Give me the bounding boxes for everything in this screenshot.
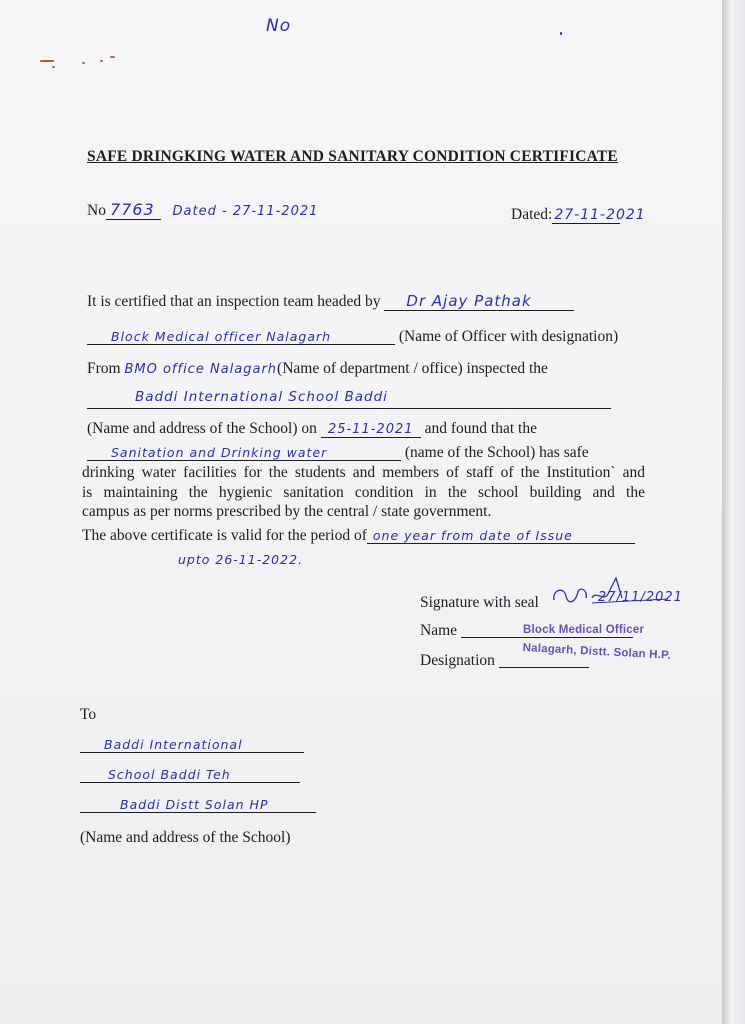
- top-handwritten-mark: No: [266, 16, 292, 36]
- dated-row: [511, 206, 646, 224]
- page-edge: [722, 0, 745, 1024]
- inspection-date: 25-11-2021: [321, 422, 421, 438]
- signature-label: Signature with seal: [420, 594, 539, 611]
- signature-row: [420, 594, 539, 612]
- department-row: [87, 360, 548, 378]
- body-line-drinking: drinking water facilities for the students and members of staff of the Institution` and: [82, 464, 645, 481]
- to-address-line1: Baddi International: [80, 736, 304, 754]
- facility-value: Sanitation and Drinking water: [87, 445, 401, 461]
- to-address-line2: School Baddi Teh: [80, 766, 300, 784]
- officer-row: [87, 328, 618, 346]
- dated-value: 27-11-2021: [554, 207, 646, 223]
- to-label: To: [80, 706, 97, 723]
- validity-prefix: The above certificate is valid for the period of: [82, 527, 367, 544]
- school-suffix-b: and found that the: [424, 420, 537, 437]
- certificate-number: 7763: [106, 200, 161, 220]
- officer-suffix: (Name of Officer with designation): [398, 328, 619, 345]
- dated-label: Dated:: [511, 206, 553, 223]
- to-caption: (Name and address of the School): [80, 829, 291, 846]
- department-suffix: (Name of department / office) inspected the: [277, 360, 548, 377]
- school-row: [87, 388, 611, 409]
- intro-row: [87, 292, 574, 311]
- validity-value: one year from date of Issue: [367, 528, 635, 544]
- school-name: Baddi International School Baddi: [87, 389, 611, 409]
- to-address-line3: Baddi Distt Solan HP: [80, 796, 316, 814]
- ref-number-row: [87, 200, 318, 220]
- validity-row: [82, 527, 635, 545]
- officer-designation: Block Medical officer Nalagarh: [87, 329, 395, 345]
- department-name: BMO office Nalagarh: [124, 362, 278, 377]
- seal-stamp-line2: Nalagarh, Distt. Solan H.P.: [522, 642, 672, 662]
- validity-value-2: upto 26-11-2022.: [178, 552, 303, 567]
- body-line-maintaining: is maintaining the hygienic sanitation condition in the school building and the: [82, 484, 645, 501]
- certificate-title: SAFE DRINGKING WATER AND SANITARY CONDITION CERTIFICATE: [87, 148, 618, 165]
- body-line-campus: campus as per norms prescribed by the central / state government.: [82, 503, 492, 520]
- from-label: From: [87, 360, 121, 377]
- intro-text: It is certified that an inspection team headed by: [87, 293, 381, 310]
- inspection-row: [87, 420, 645, 438]
- dated-handwritten: Dated - 27-11-2021: [172, 204, 319, 219]
- seal-stamp-line1: Block Medical Officer: [523, 624, 645, 636]
- facility-row: [87, 444, 589, 462]
- school-suffix-a: (Name and address of the School) on: [87, 420, 317, 437]
- designation-label: Designation: [420, 652, 495, 669]
- facility-suffix: (name of the School) has safe: [404, 444, 589, 461]
- name-label: Name: [420, 622, 458, 639]
- signature-date: 27/11/2021: [598, 590, 683, 605]
- no-label: No: [87, 202, 106, 219]
- officer-name: Dr Ajay Pathak: [384, 292, 574, 311]
